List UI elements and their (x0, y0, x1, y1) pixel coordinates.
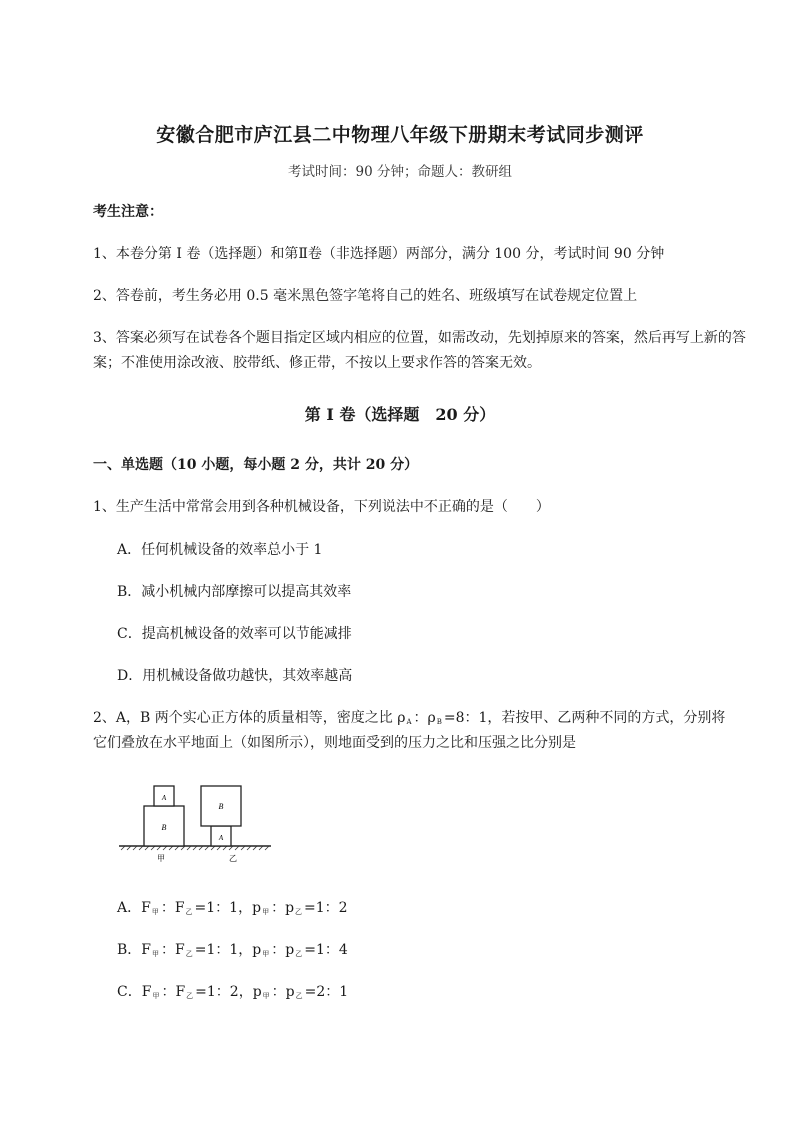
question-2-option-a: A．$F_甲$ ：$F_乙 =1$：1，$p_甲$ ：$p_乙 =1$：2 (117, 900, 348, 916)
question-1-option-b: B．减小机械内部摩擦可以提高其效率 (117, 584, 352, 600)
stacked-blocks-figure (115, 780, 275, 870)
page-title: 安徽合肥市庐江县二中物理八年级下册期末考试同步测评 (156, 124, 644, 146)
section-title: 第 I 卷（选择题 20 分） (304, 405, 496, 424)
question-1-option-c: C．提高机械设备的效率可以节能减排 (117, 626, 352, 642)
jia-block-b-label: B (161, 823, 167, 832)
question-2-option-b: B．$F_甲$ ：$F_乙 =1$：1，$p_甲$ ：$p_乙 =1$：4 (117, 942, 348, 958)
yi-label: 乙 (229, 854, 237, 863)
rho-b-subscript: B (436, 718, 442, 726)
rho-a-subscript: A (406, 718, 412, 726)
yi-block-b-label: B (218, 802, 224, 811)
jia-label: 甲 (157, 854, 165, 863)
question-2-option-c: C．$F_甲$ ：$F_乙 =1$：2，$p_甲$ ：$p_乙 =2$：1 (117, 984, 349, 1000)
notice-item-3: 3、答案必须写在试卷各个题目指定区域内相应的位置，如需改动，先划掉原来的答案，然后再写上新的答案；不准使用涂改液、胶带纸、修正带，不按以上要求作答的答案无效。 (93, 330, 746, 371)
notice-heading: 考生注意： (93, 204, 163, 220)
jia-block-a-label: A (161, 794, 167, 802)
question-1-option-d: D．用机械设备做功越快，其效率越高 (117, 668, 353, 684)
yi-block-a-label: A (218, 834, 224, 842)
question-2-stem-line2: 它们叠放在水平地面上（如图所示），则地面受到的压力之比和压强之比分别是 (93, 735, 576, 751)
notice-item-1: 1、本卷分第 I 卷（选择题）和第Ⅱ卷（非选择题）两部分，满分 100 分，考试时间 90 分钟 (93, 246, 665, 262)
q2-stem-text-3: =8：1，若按甲、乙两种不同的方式，分别将 (443, 710, 726, 726)
notice-item-2: 2、答卷前，考生务必用 0.5 毫米黑色签字笔将自己的姓名、班级填写在试卷规定位置上 (93, 288, 638, 304)
q2-stem-text-1: 2、A，B 两个实心正方体的质量相等，密度之比 ρ (93, 710, 406, 726)
page-subtitle: 考试时间：90 分钟；命题人：教研组 (288, 164, 512, 180)
question-1-option-a: A．任何机械设备的效率总小于 1 (117, 542, 323, 558)
q2-stem-text-2: ：ρ (413, 710, 436, 726)
part-heading: 一、单选题（10 小题，每小题 2 分，共计 20 分） (93, 457, 419, 473)
question-1-stem: 1、生产生活中常常会用到各种机械设备，下列说法中不正确的是（ ） (93, 499, 550, 515)
